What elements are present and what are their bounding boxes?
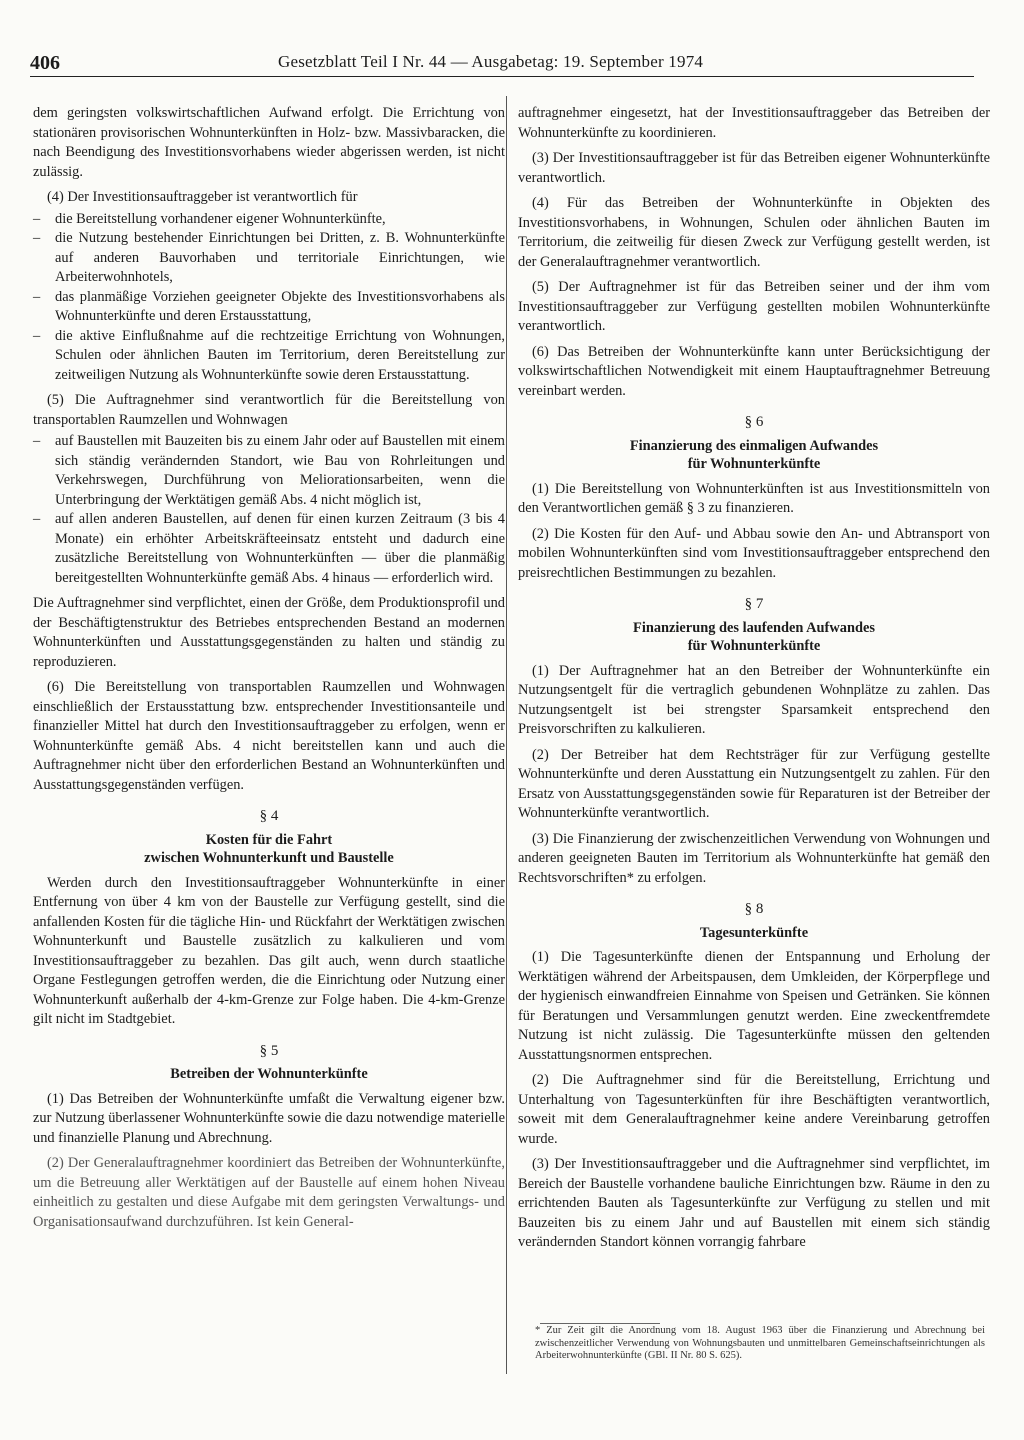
section5-para6: (6) Das Betreiben der Wohnunterkünfte kann unter Berücksichtigung der volkswirtschaftlichen Notwendigkeit mit einem Hauptauftragnehmer Betreuung vereinbart werden.	[518, 343, 990, 399]
section7-number: § 7	[744, 596, 764, 612]
section7-title-line2: für Wohnunterkünfte	[687, 638, 821, 654]
section6-number: § 6	[744, 414, 764, 430]
section5-para4: (4) Für das Betreiben der Wohnunterkünfte in Objekten des Investitionsvorhabens, in Wohnungen, Schulen oder ähnlichen Bauten im Territorium, die zeitweilig für diesen Zweck zur Verfügung gestellt werden, ist der Generalauftragnehmer verantwortlich.	[518, 195, 990, 270]
list-item: – die aktive Einflußnahme auf die rechtzeitige Errichtung von Wohnungen, Schulen oder ähnlichen Bauten im Territorium, deren Bereitstellung zur zeitweiligen Nutzung als Wohnunterkünfte sowie deren Erstausstattung.	[33, 327, 505, 386]
gazette-title: Gesetzblatt Teil I Nr. 44 — Ausgabetag: 19. September 1974	[278, 52, 704, 71]
section8-para1: (1) Die Tagesunterkünfte dienen der Entspannung und Erholung der Werktätigen während der Arbeitspausen, dem Umkleiden, der Körperpflege und der hygienisch einwandfreien Einnahme von Speisen und Getränken. Sie können für Beratungen und Versammlungen genutzt werden. Eine zweckentfremdete Nutzung ist nicht zulässig. Die Tagesunterkünfte müssen den geltenden Ausstattungsnormen entsprechen.	[518, 949, 990, 1063]
section3-para4-lead: (4) Der Investitionsauftraggeber ist verantwortlich für	[47, 189, 358, 205]
section3-para4-list	[33, 210, 505, 386]
page-number: 406	[30, 52, 60, 74]
section6-title	[518, 437, 990, 474]
list-item: – die Nutzung bestehender Einrichtungen bei Dritten, z. B. Wohnunterkünfte auf anderen Bauvorhaben und territoriale Einrichtungen, wie Arbeiterwohnhotels,	[33, 229, 505, 288]
section6-para1: (1) Die Bereitstellung von Wohnunterkünften ist aus Investitionsmitteln von den Verantwortlichen gemäß § 3 zu finanzieren.	[518, 480, 990, 516]
section5-para2: (2) Der Generalauftragnehmer koordiniert das Betreiben der Wohnunterkünfte, um die Betreuung aller Werktätigen auf der Baustelle auf einem hohen Niveau einheitlich zu gestalten und diese Aufgabe mit dem geringsten Verwaltungs- und Organisationsaufwand durchzuführen. Ist kein General-	[33, 1155, 505, 1230]
section7-title-line1: Finanzierung des laufenden Aufwandes	[633, 619, 875, 636]
section7-para3: (3) Die Finanzierung der zwischenzeitlichen Verwendung von Wohnungen und anderen geeigneten Bauten im Territorium als Wohnunterkünfte hat gemäß den Rechtsvorschriften* zu erfolgen.	[518, 830, 990, 886]
section4-title-line2: zwischen Wohnunterkunft und Baustelle	[144, 850, 394, 866]
section7-para1: (1) Der Auftragnehmer hat an den Betreiber der Wohnunterkünfte ein Nutzungsentgelt für die vertraglich gebundenen Wohnplätze zu zahlen. Das Nutzungsentgelt ist bei strengster Sparsamkeit entsprechend den Preisvorschriften zu kalkulieren.	[518, 662, 990, 737]
list-item: – auf Baustellen mit Bauzeiten bis zu einem Jahr oder auf Baustellen mit einem sich ständig verändernden Standort, wie Bau von Rohrleitungen und Verkehrswegen, Durchführung von Meliorationsarbeiten, wenn die Unterbringung der Werktätigen gemäß Abs. 4 nicht möglich ist,	[33, 432, 505, 510]
section5-para2-continuation: auftragnehmer eingesetzt, hat der Investitionsauftraggeber das Betreiben der Wohnunterkünfte zu koordinieren.	[518, 105, 990, 141]
section4-title	[33, 831, 505, 868]
section6-title-line2: für Wohnunterkünfte	[687, 456, 821, 472]
section5-para3: (3) Der Investitionsauftraggeber ist für das Betreiben eigener Wohnunterkünfte verantwortlich.	[518, 150, 990, 186]
section8-title: Tagesunterkünfte	[699, 924, 809, 941]
list-item: – auf allen anderen Baustellen, auf denen für einen kurzen Zeitraum (3 bis 4 Monate) ein erhöhter Arbeitskräfteeinsatz entsteht und dadurch eine zusätzliche Bereitstellung von Wohnunterkünften — über die planmäßig bereitgestellten Wohnunterkünfte gemäß Abs. 4 hinaus — erforderlich wird.	[33, 510, 505, 588]
list-item: – die Bereitstellung vorhandener eigener Wohnunterkünfte,	[33, 210, 505, 230]
section7-title	[518, 619, 990, 656]
section3-para5-continuation: Die Auftragnehmer sind verpflichtet, einen der Größe, dem Produktionsprofil und der Beschäftigtenstruktur des Betriebes entsprechenden Bestand an modernen Wohnunterkünften und Ausstattungsgegenständen zu halten und ständig zu reproduzieren.	[33, 595, 505, 670]
section3-para5-list	[33, 432, 505, 588]
section5-para1: (1) Das Betreiben der Wohnunterkünfte umfaßt die Verwaltung eigener bzw. zur Nutzung überlassener Wohnunterkünfte sowie die dazu notwendige materielle und finanzielle Planung und Abrechnung.	[33, 1090, 505, 1146]
section4-title-line1: Kosten für die Fahrt	[205, 831, 333, 848]
footnote: * Zur Zeit gilt die Anordnung vom 18. August 1963 über die Finanzierung und Abrechnung bei zwischenzeitlicher Verwendung von Wohnungsbauten und unmittelbaren Gemeinschaftseinrichtungen als Arbeiterwohnunterkünfte (GBl. II Nr. 80 S. 625).	[535, 1325, 985, 1361]
paragraph-intro: dem geringsten volkswirtschaftlichen Aufwand erfolgt. Die Errichtung von stationären provisorischen Wohnunterkünften in Holz- bzw. Massivbaracken, die nach Beendigung des Investitionsvorhabens wieder abgerissen werden, ist nicht zulässig.	[33, 105, 505, 180]
section7-para2: (2) Der Betreiber hat dem Rechtsträger für zur Verfügung gestellte Wohnunterkünfte und deren Ausstattung ein Nutzungsentgelt zu zahlen. Für den Ersatz von Ausstattungsgegenständen sowie für Reparaturen ist der Betreiber der Wohnunterkünfte verantwortlich.	[518, 746, 990, 821]
section8-para3: (3) Der Investitionsauftraggeber und die Auftragnehmer sind verpflichtet, im Bereich der Baustelle vorhandene bauliche Einrichtungen bzw. Räume in den zu errichtenden Bauten als Tagesunterkünfte zur Verfügung zu stellen und mit Bauzeiten bis zu einem Jahr und auf Baustellen mit einem sich ständig verändernden Standort können vorrangig fahrbare	[518, 1156, 990, 1250]
section6-para2: (2) Die Kosten für den Auf- und Abbau sowie den An- und Abtransport von mobilen Wohnunterkünften sind vom Investitionsauftraggeber entsprechend den preisrechtlichen Bestimmungen zu bezahlen.	[518, 525, 990, 581]
section4-text: Werden durch den Investitionsauftraggeber Wohnunterkünfte in einer Entfernung von über 4 km von der Baustelle zur Verfügung gestellt, sind die anfallenden Kosten für die tägliche Hin- und Rückfahrt der Werktätigen zwischen Wohnunterkunft und Baustelle zusätzlich zu kalkulieren und vom Investitionsauftraggeber zu bezahlen. Das gilt auch, wenn durch staatliche Organe Festlegungen getroffen werden, die die Einrichtung oder Nutzung einer Wohnunterkunft außerhalb der 4-km-Grenze zur Folge haben. Die 4-km-Grenze gilt nicht im Stadtgebiet.	[33, 874, 505, 1027]
section5-title: Betreiben der Wohnunterkünfte	[170, 1066, 368, 1082]
list-item: – das planmäßige Vorziehen geeigneter Objekte des Investitionsvorhabens als Wohnunterkünfte und deren Erstausstattung,	[33, 288, 505, 327]
section5-para5: (5) Der Auftragnehmer ist für das Betreiben seiner und der ihm vom Investitionsauftraggeber zur Verfügung gestellten mobilen Wohnunterkünfte verantwortlich.	[518, 279, 990, 334]
section3-para5-lead: (5) Die Auftragnehmer sind verantwortlich für die Bereitstellung von transportablen Raumzellen und Wohnwagen	[33, 392, 505, 428]
footnote-rule	[540, 1323, 660, 1324]
section6-title-line1: Finanzierung des einmaligen Aufwandes	[629, 437, 879, 454]
section5-number: § 5	[259, 1042, 279, 1059]
column-divider	[506, 96, 507, 1374]
section4-number: § 4	[259, 808, 279, 824]
page-header	[30, 50, 974, 77]
section3-para6: (6) Die Bereitstellung von transportablen Raumzellen und Wohnwagen einschließlich der Erstausstattung bzw. entsprechender Investitionsanteile und finanzieller Mittel hat durch den Investitionsauftraggeber zu erfolgen, wenn er Wohnunterkünfte gemäß Abs. 4 nicht bereitstellen kann und auch die Auftragnehmer nicht über den erforderlichen Bestand an Wohnunterkünften und Ausstattungsgegenständen verfügen.	[33, 679, 505, 793]
left-column	[33, 104, 505, 1238]
section8-para2: (2) Die Auftragnehmer sind für die Bereitstellung, Errichtung und Unterhaltung von Tagesunterkünften für ihre Beschäftigten verantwortlich, soweit mit dem Generalauftragnehmer keine andere Vereinbarung getroffen wurde.	[518, 1072, 990, 1147]
right-column	[518, 104, 990, 1259]
section8-number: § 8	[744, 901, 764, 917]
